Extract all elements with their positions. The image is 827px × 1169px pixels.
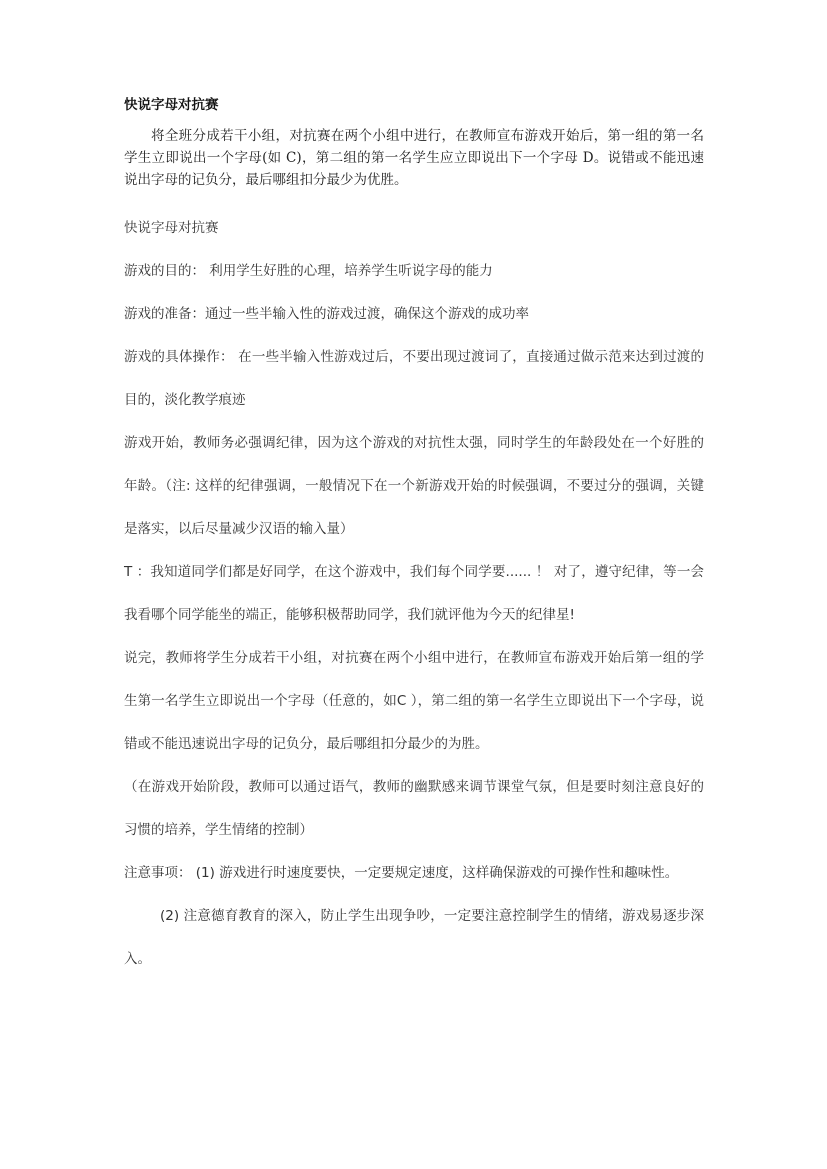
paragraph-atmosphere-note: （在游戏开始阶段，教师可以通过语气，教师的幽默感来调节课堂气氛，但是要时刻注意良好的习惯的培养，学生情绪的控制） (124, 779, 704, 838)
paragraph-notes-2: (2) 注意德育教育的深入，防止学生出现争吵，一定要注意控制学生的情绪，游戏易逐步深入。 (124, 908, 704, 967)
paragraph-purpose: 游戏的目的： 利用学生好胜的心理，培养学生听说字母的能力 (124, 263, 493, 279)
paragraph-procedure: 说完，教师将学生分成若干小组，对抗赛在两个小组中进行，在教师宣布游戏开始后第一组的学生第一名学生立即说出一个字母（任意的，如C ），第二组的第一名学生立即说出下一个字母，说错或不能迅速说出字母的记负分，最后哪组扣分最少的为胜。 (124, 650, 704, 752)
paragraph-game-start: 游戏开始，教师务必强调纪律，因为这个游戏的对抗性太强，同时学生的年龄段处在一个好胜的年龄。（注: 这样的纪律强调，一般情况下在一个新游戏开始的时候强调，不要过分的强调，关键是落实，以后尽量减少汉语的输入量） (124, 435, 704, 537)
paragraph-operation: 游戏的具体操作： 在一些半输入性游戏过后，不要出现过渡词了，直接通过做示范来达到过渡的目的，淡化教学痕迹 (124, 349, 704, 408)
paragraph-notes-1: 注意事项： (1) 游戏进行时速度要快，一定要规定速度，这样确保游戏的可操作性和趣味性。 (124, 865, 679, 881)
document-page (124, 95, 704, 981)
intro-paragraph: 将全班分成若干小组，对抗赛在两个小组中进行，在教师宣布游戏开始后，第一组的第一名学生立即说出一个字母(如 C)，第二组的第一名学生应立即说出下一个字母 D。说错或不能迅速说出字母的记负分，最后哪组扣分最少为优胜。 (124, 128, 704, 188)
document-title: 快说字母对抗赛 (124, 97, 219, 113)
paragraph-teacher-speech: T ：我知道同学们都是好同学，在这个游戏中，我们每个同学要...... ！ 对了，遵守纪律，等一会我看哪个同学能坐的端正，能够积极帮助同学，我们就评他为今天的纪律星! (124, 564, 704, 623)
section-heading: 快说字母对抗赛 (124, 220, 219, 236)
paragraph-preparation: 游戏的准备：通过一些半输入性的游戏过渡，确保这个游戏的成功率 (124, 306, 529, 322)
